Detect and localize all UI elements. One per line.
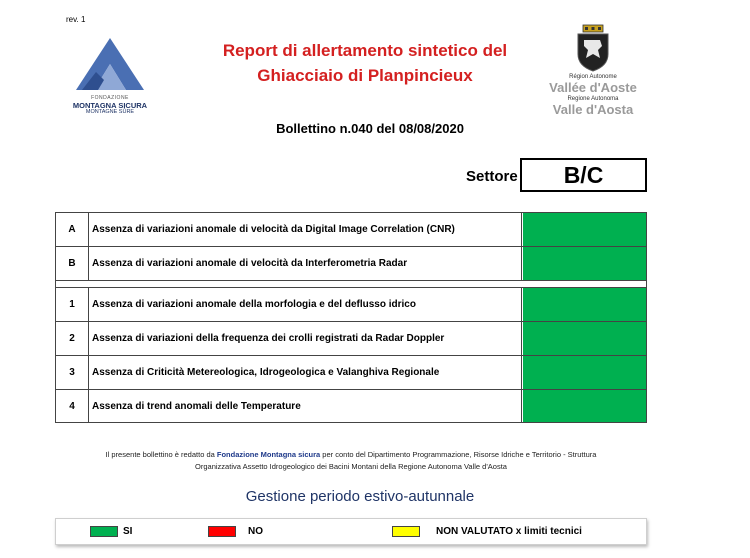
logo-main-label: MONTAGNA SICURA (72, 101, 148, 110)
legend-swatch-no (208, 526, 236, 537)
criteria-status (523, 390, 646, 422)
regione-valle-aosta-logo (548, 24, 638, 118)
criteria-code: A (56, 213, 89, 246)
criteria-description: Assenza di variazioni della frequenza dei crolli registrati da Radar Doppler (89, 322, 522, 355)
criteria-code: 4 (56, 390, 89, 422)
criteria-row (56, 247, 646, 281)
footnote (55, 449, 647, 473)
criteria-description: Assenza di variazioni anomale della morfologia e del deflusso idrico (89, 288, 522, 321)
region-french-label: Région Autonome (569, 74, 617, 80)
legend (55, 518, 647, 545)
report-title (205, 38, 525, 88)
report-title-line1: Report di allertamento sintetico del (222, 41, 508, 60)
criteria-description: Assenza di variazioni anomale di velocità da Digital Image Correlation (CNR) (89, 213, 522, 246)
coat-of-arms-icon (574, 24, 612, 72)
criteria-row (56, 356, 646, 390)
footnote-line2: Organizzativa Assetto Idrogeologico dei Bacini Montani della Regione Autonoma Valle d'Aosta (195, 462, 507, 471)
region-french-name: Vallée d'Aoste (549, 80, 637, 95)
criteria-status (523, 356, 646, 389)
criteria-code: 1 (56, 288, 89, 321)
criteria-status (523, 288, 646, 321)
criteria-description: Assenza di variazioni anomale di velocità da Interferometria Radar (89, 247, 522, 280)
footnote-part2: per conto del Dipartimento Programmazione, Risorse Idriche e Territorio - Struttura (320, 450, 597, 459)
criteria-row (56, 390, 646, 422)
criteria-code: 2 (56, 322, 89, 355)
season-title: Gestione periodo estivo-autunnale (245, 488, 475, 505)
legend-label-non-valutato: NON VALUTATO x limiti tecnici (436, 526, 582, 537)
bulletin-number: Bollettino n.040 del 08/08/2020 (276, 121, 464, 136)
legend-label-si: SI (123, 526, 133, 537)
criteria-status (523, 213, 646, 246)
legend-swatch-non-valutato (392, 526, 420, 537)
fondazione-montagna-sicura-logo (62, 36, 158, 116)
criteria-status (523, 322, 646, 355)
criteria-row (56, 213, 646, 247)
footnote-foundation-name: Fondazione Montagna sicura (216, 450, 321, 459)
criteria-description: Assenza di Criticità Metereologica, Idrogeologica e Valanghiva Regionale (89, 356, 522, 389)
criteria-status (523, 247, 646, 280)
criteria-row (56, 288, 646, 322)
mountain-icon (74, 36, 146, 92)
region-italian-label: Regione Autonoma (567, 96, 619, 102)
footnote-part1: Il presente bollettino è redatto da (105, 450, 217, 459)
criteria-code: 3 (56, 356, 89, 389)
sector-value: B/C (520, 158, 647, 192)
table-spacer (56, 281, 646, 288)
revision-label: rev. 1 (66, 15, 86, 24)
logo-foundation-label: FONDAZIONE (91, 95, 129, 101)
region-italian-name: Valle d'Aosta (552, 102, 634, 117)
criteria-description: Assenza di trend anomali delle Temperature (89, 390, 522, 422)
legend-swatch-si (90, 526, 118, 537)
criteria-code: B (56, 247, 89, 280)
criteria-row (56, 322, 646, 356)
logo-sub-label: MONTAGNE SÛRE (85, 109, 135, 115)
sector-label: Settore (466, 168, 518, 185)
criteria-table (55, 212, 647, 423)
legend-label-no: NO (248, 526, 263, 537)
report-title-line2: Ghiacciaio di Planpincieux (257, 66, 473, 85)
